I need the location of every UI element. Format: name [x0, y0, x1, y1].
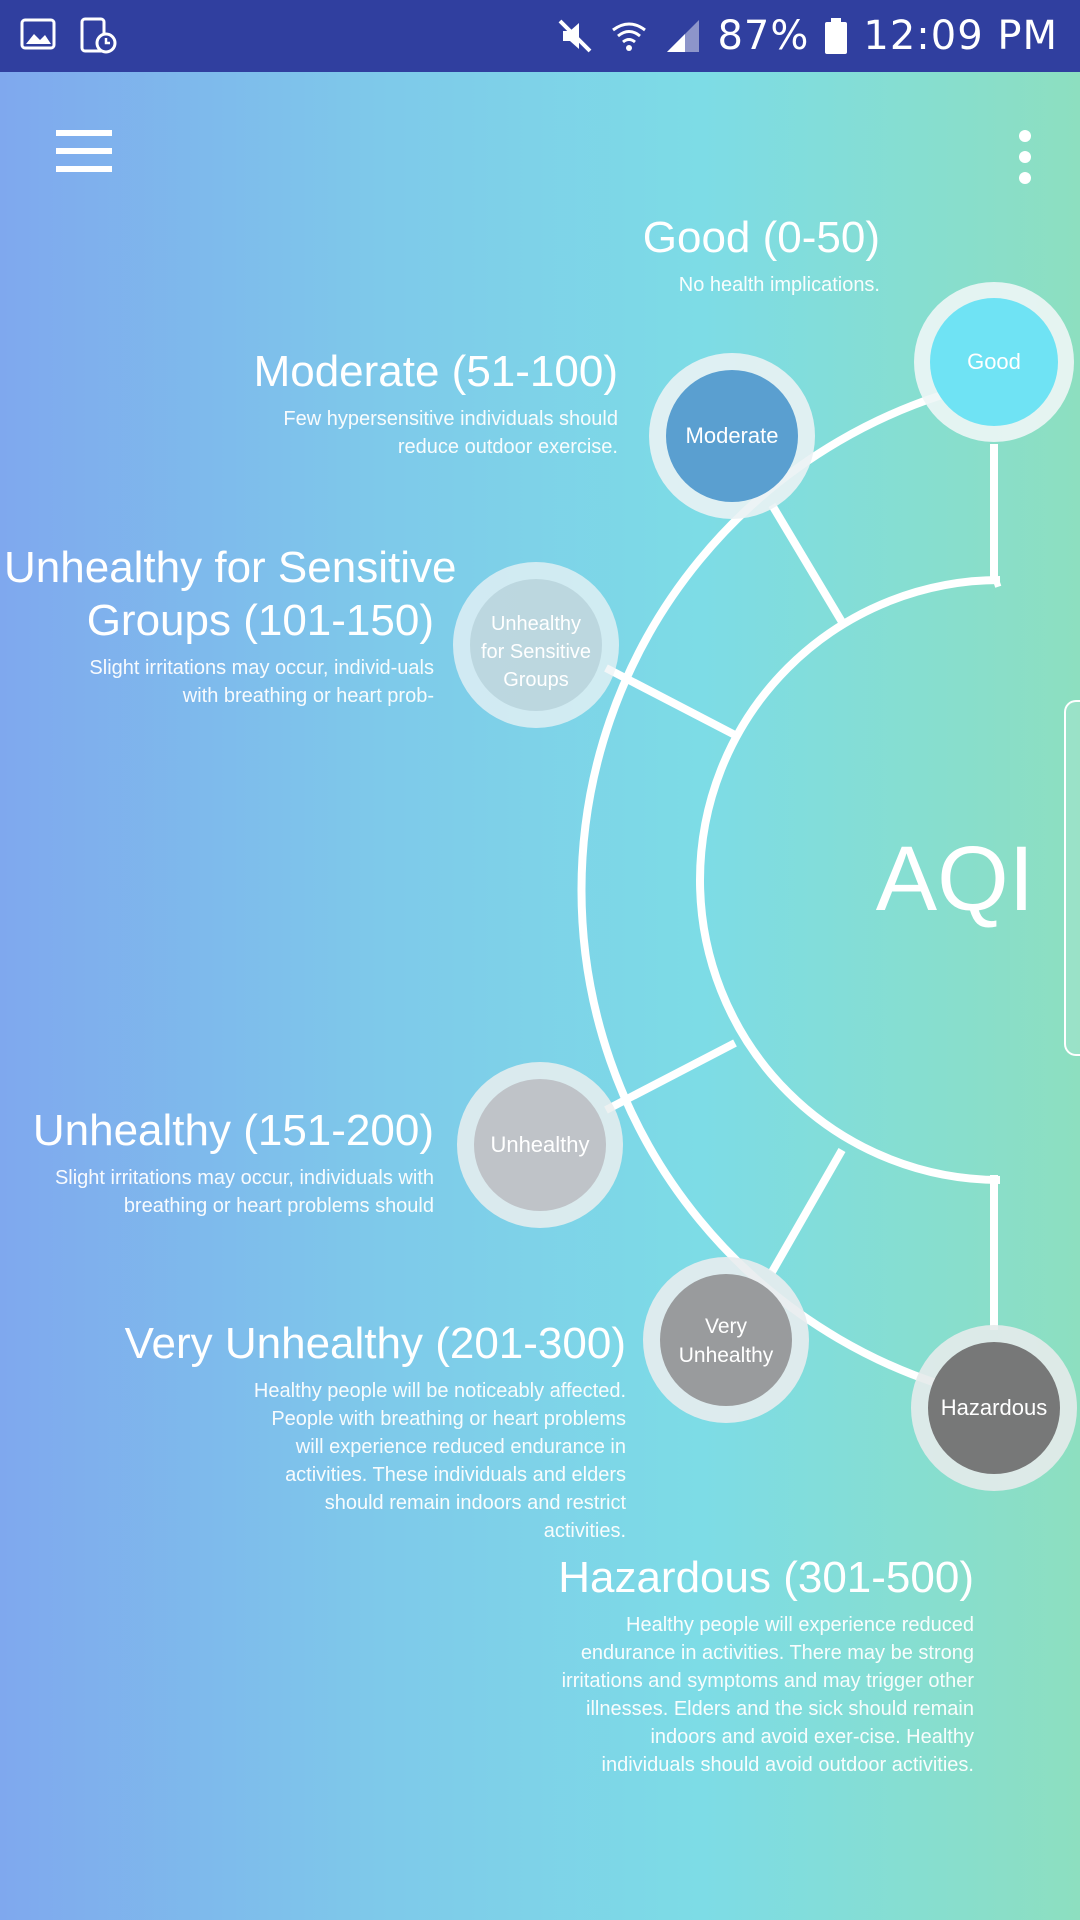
unhealthy-level — [4, 1105, 434, 1220]
good-node[interactable] — [914, 282, 1074, 442]
very-unhealthy-spoke — [772, 1150, 842, 1272]
hazardous-level-desc: Healthy people will experience reduced endurance in activities. There may be strong irritations and symptoms and may trigger other illnesses. Elders and the sick should remain indoors and avoid exer-cise. Healthy individuals should avoid outdoor activities. — [561, 1613, 974, 1776]
moderate-spoke — [772, 505, 842, 622]
very-unhealthy-level-desc: Healthy people will be noticeably affected. People with breathing or heart problems will experience reduced endurance in activities. These individuals and elders should remain indoors and restrict activities. — [253, 1379, 626, 1542]
moderate-level — [218, 346, 618, 461]
hazardous-level-title: Hazardous (301-500) — [558, 1553, 974, 1602]
unhealthy-node-label: Unhealthy — [490, 1132, 590, 1157]
very-unhealthy-node-label-1: Very — [704, 1315, 748, 1338]
usg-level-title-1: Unhealthy for Sensitive — [4, 543, 457, 592]
battery-percent: 87% — [717, 13, 810, 59]
moderate-node[interactable] — [649, 353, 815, 519]
very-unhealthy-level-title: Very Unhealthy (201-300) — [124, 1319, 626, 1368]
good-node-label: Good — [967, 349, 1021, 374]
very-unhealthy-node[interactable] — [643, 1257, 809, 1423]
unhealthy-level-desc: Slight irritations may occur, individuals with breathing or heart problems should — [54, 1166, 434, 1217]
hazardous-node[interactable] — [911, 1325, 1077, 1491]
usg-node-label-2: for Sensitive — [480, 641, 592, 663]
usg-node-label-3: Groups — [503, 669, 569, 691]
unhealthy-node[interactable] — [457, 1062, 623, 1228]
moderate-level-title: Moderate (51-100) — [253, 347, 618, 396]
usg-node-label-1: Unhealthy — [490, 613, 582, 635]
usg-node[interactable] — [453, 562, 619, 728]
very-unhealthy-level — [66, 1318, 626, 1545]
usg-spoke — [606, 668, 735, 735]
very-unhealthy-node-label-2: Unhealthy — [678, 1344, 774, 1367]
hazardous-node-label: Hazardous — [940, 1395, 1048, 1420]
usg-level-desc: Slight irritations may occur, individ-uals with breathing or heart prob- — [89, 656, 434, 707]
hazardous-level — [474, 1552, 974, 1779]
very-unhealthy-node-fill — [660, 1274, 792, 1406]
usg-level-title-2: Groups (101-150) — [86, 595, 434, 645]
edge-panel-handle[interactable] — [1064, 700, 1080, 1056]
unhealthy-spoke — [606, 1043, 735, 1110]
moderate-node-label: Moderate — [685, 423, 779, 448]
aqi-center-label: AQI — [875, 828, 1035, 930]
clock: 12:09 PM — [863, 13, 1058, 59]
good-level-title: Good (0-50) — [642, 213, 880, 262]
unhealthy-level-title: Unhealthy (151-200) — [32, 1106, 434, 1155]
good-level-desc: No health implications. — [678, 273, 880, 296]
good-level — [380, 212, 880, 299]
usg-level — [4, 542, 457, 710]
moderate-level-desc: Few hypersensitive individuals should reduce outdoor exercise. — [283, 407, 618, 458]
